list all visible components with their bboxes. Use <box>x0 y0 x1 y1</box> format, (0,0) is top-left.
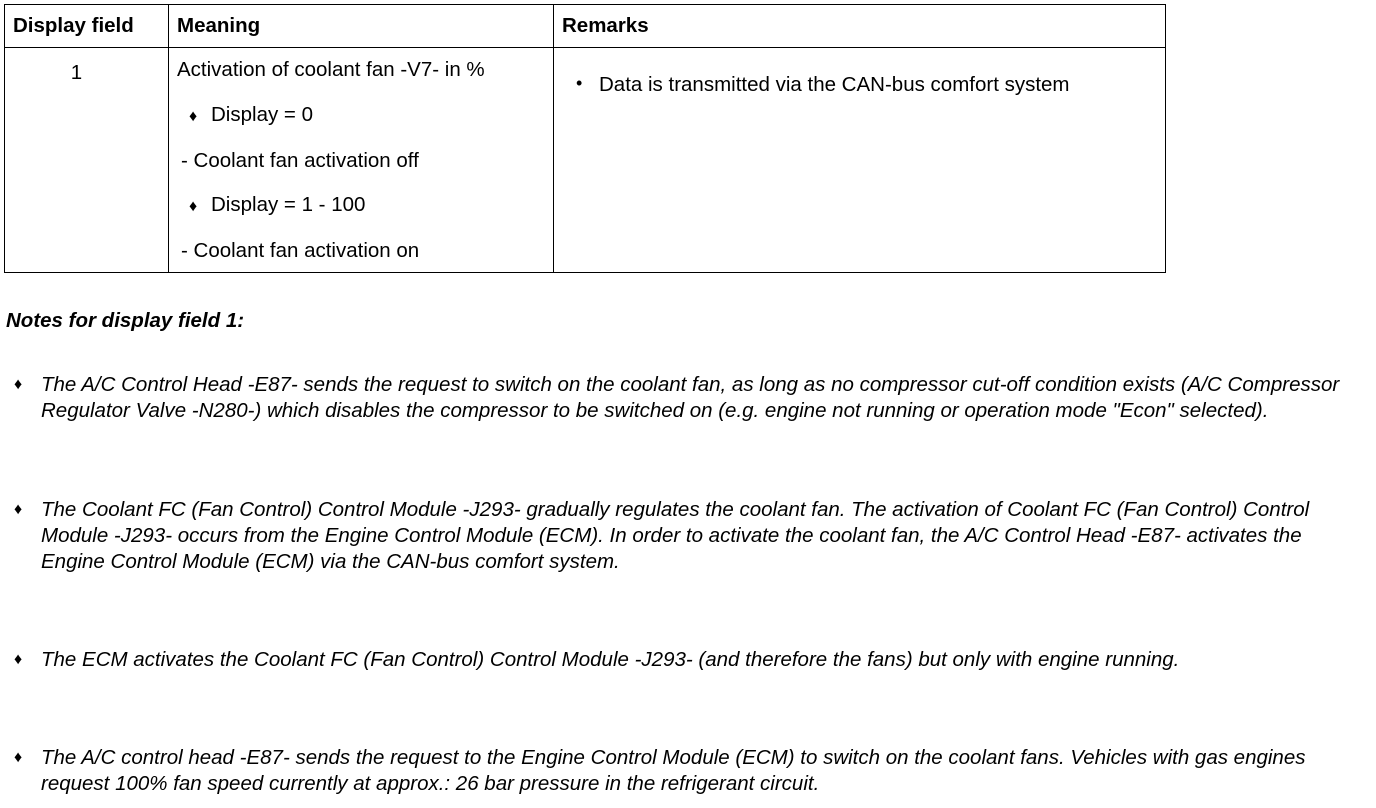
meaning-item: ♦ Display = 0 <box>189 103 313 126</box>
header-meaning: Meaning <box>169 5 554 48</box>
note-text: The Coolant FC (Fan Control) Control Module -J293- gradually regulates the coolant fan. The activation of Coolant FC (Fan Control) Control Module -J293- occurs from the Engine Control Module (ECM). In order to activate the coolant fan, the A/C Control Head -E87- activates the Engine Control Module (ECM) via the CAN-bus comfort system. <box>41 498 1310 573</box>
header-display-field: Display field <box>5 5 169 48</box>
meaning-item: - Coolant fan activation off <box>181 149 419 172</box>
table-row <box>5 48 1166 273</box>
note-item <box>14 647 1364 673</box>
meaning-item: - Coolant fan activation on <box>181 239 420 262</box>
note-text: The A/C control head -E87- sends the request to the Engine Control Module (ECM) to switch on the coolant fans. Vehicles with gas engines request 100% fan speed currently at approx.: 26 bar pressure in the refrigerant circuit. <box>41 746 1306 795</box>
note-item <box>14 372 1364 424</box>
diamond-bullet-icon: ♦ <box>14 749 23 766</box>
meaning-cell <box>169 48 554 273</box>
meaning-title: Activation of coolant fan -V7- in % <box>177 58 485 81</box>
diamond-bullet-icon: ♦ <box>14 501 23 518</box>
diamond-bullet-icon: ♦ <box>189 198 198 215</box>
meaning-item: ♦ Display = 1 - 100 <box>189 193 366 216</box>
note-item <box>14 497 1364 575</box>
display-field-value: 1 <box>5 48 169 273</box>
header-remarks: Remarks <box>554 5 1166 48</box>
table-header-row <box>5 5 1166 48</box>
display-field-table <box>4 4 1166 273</box>
note-text: The ECM activates the Coolant FC (Fan Control) Control Module -J293- (and therefore the fans) but only with engine running. <box>41 648 1180 671</box>
note-item <box>14 745 1364 797</box>
remarks-cell <box>554 48 1166 273</box>
note-text: The A/C Control Head -E87- sends the request to switch on the coolant fan, as long as no compressor cut-off condition exists (A/C Compressor Regulator Valve -N280-) which disables the compressor to be switched on (e.g. engine not running or operation mode "Econ" selected). <box>41 373 1340 422</box>
diamond-bullet-icon: ♦ <box>14 376 23 393</box>
diamond-bullet-icon: ♦ <box>189 108 198 125</box>
dot-bullet-icon: • <box>576 73 583 93</box>
diamond-bullet-icon: ♦ <box>14 651 23 668</box>
notes-title: Notes for display field 1: <box>6 309 245 332</box>
remarks-text: Data is transmitted via the CAN-bus comfort system <box>599 73 1070 96</box>
